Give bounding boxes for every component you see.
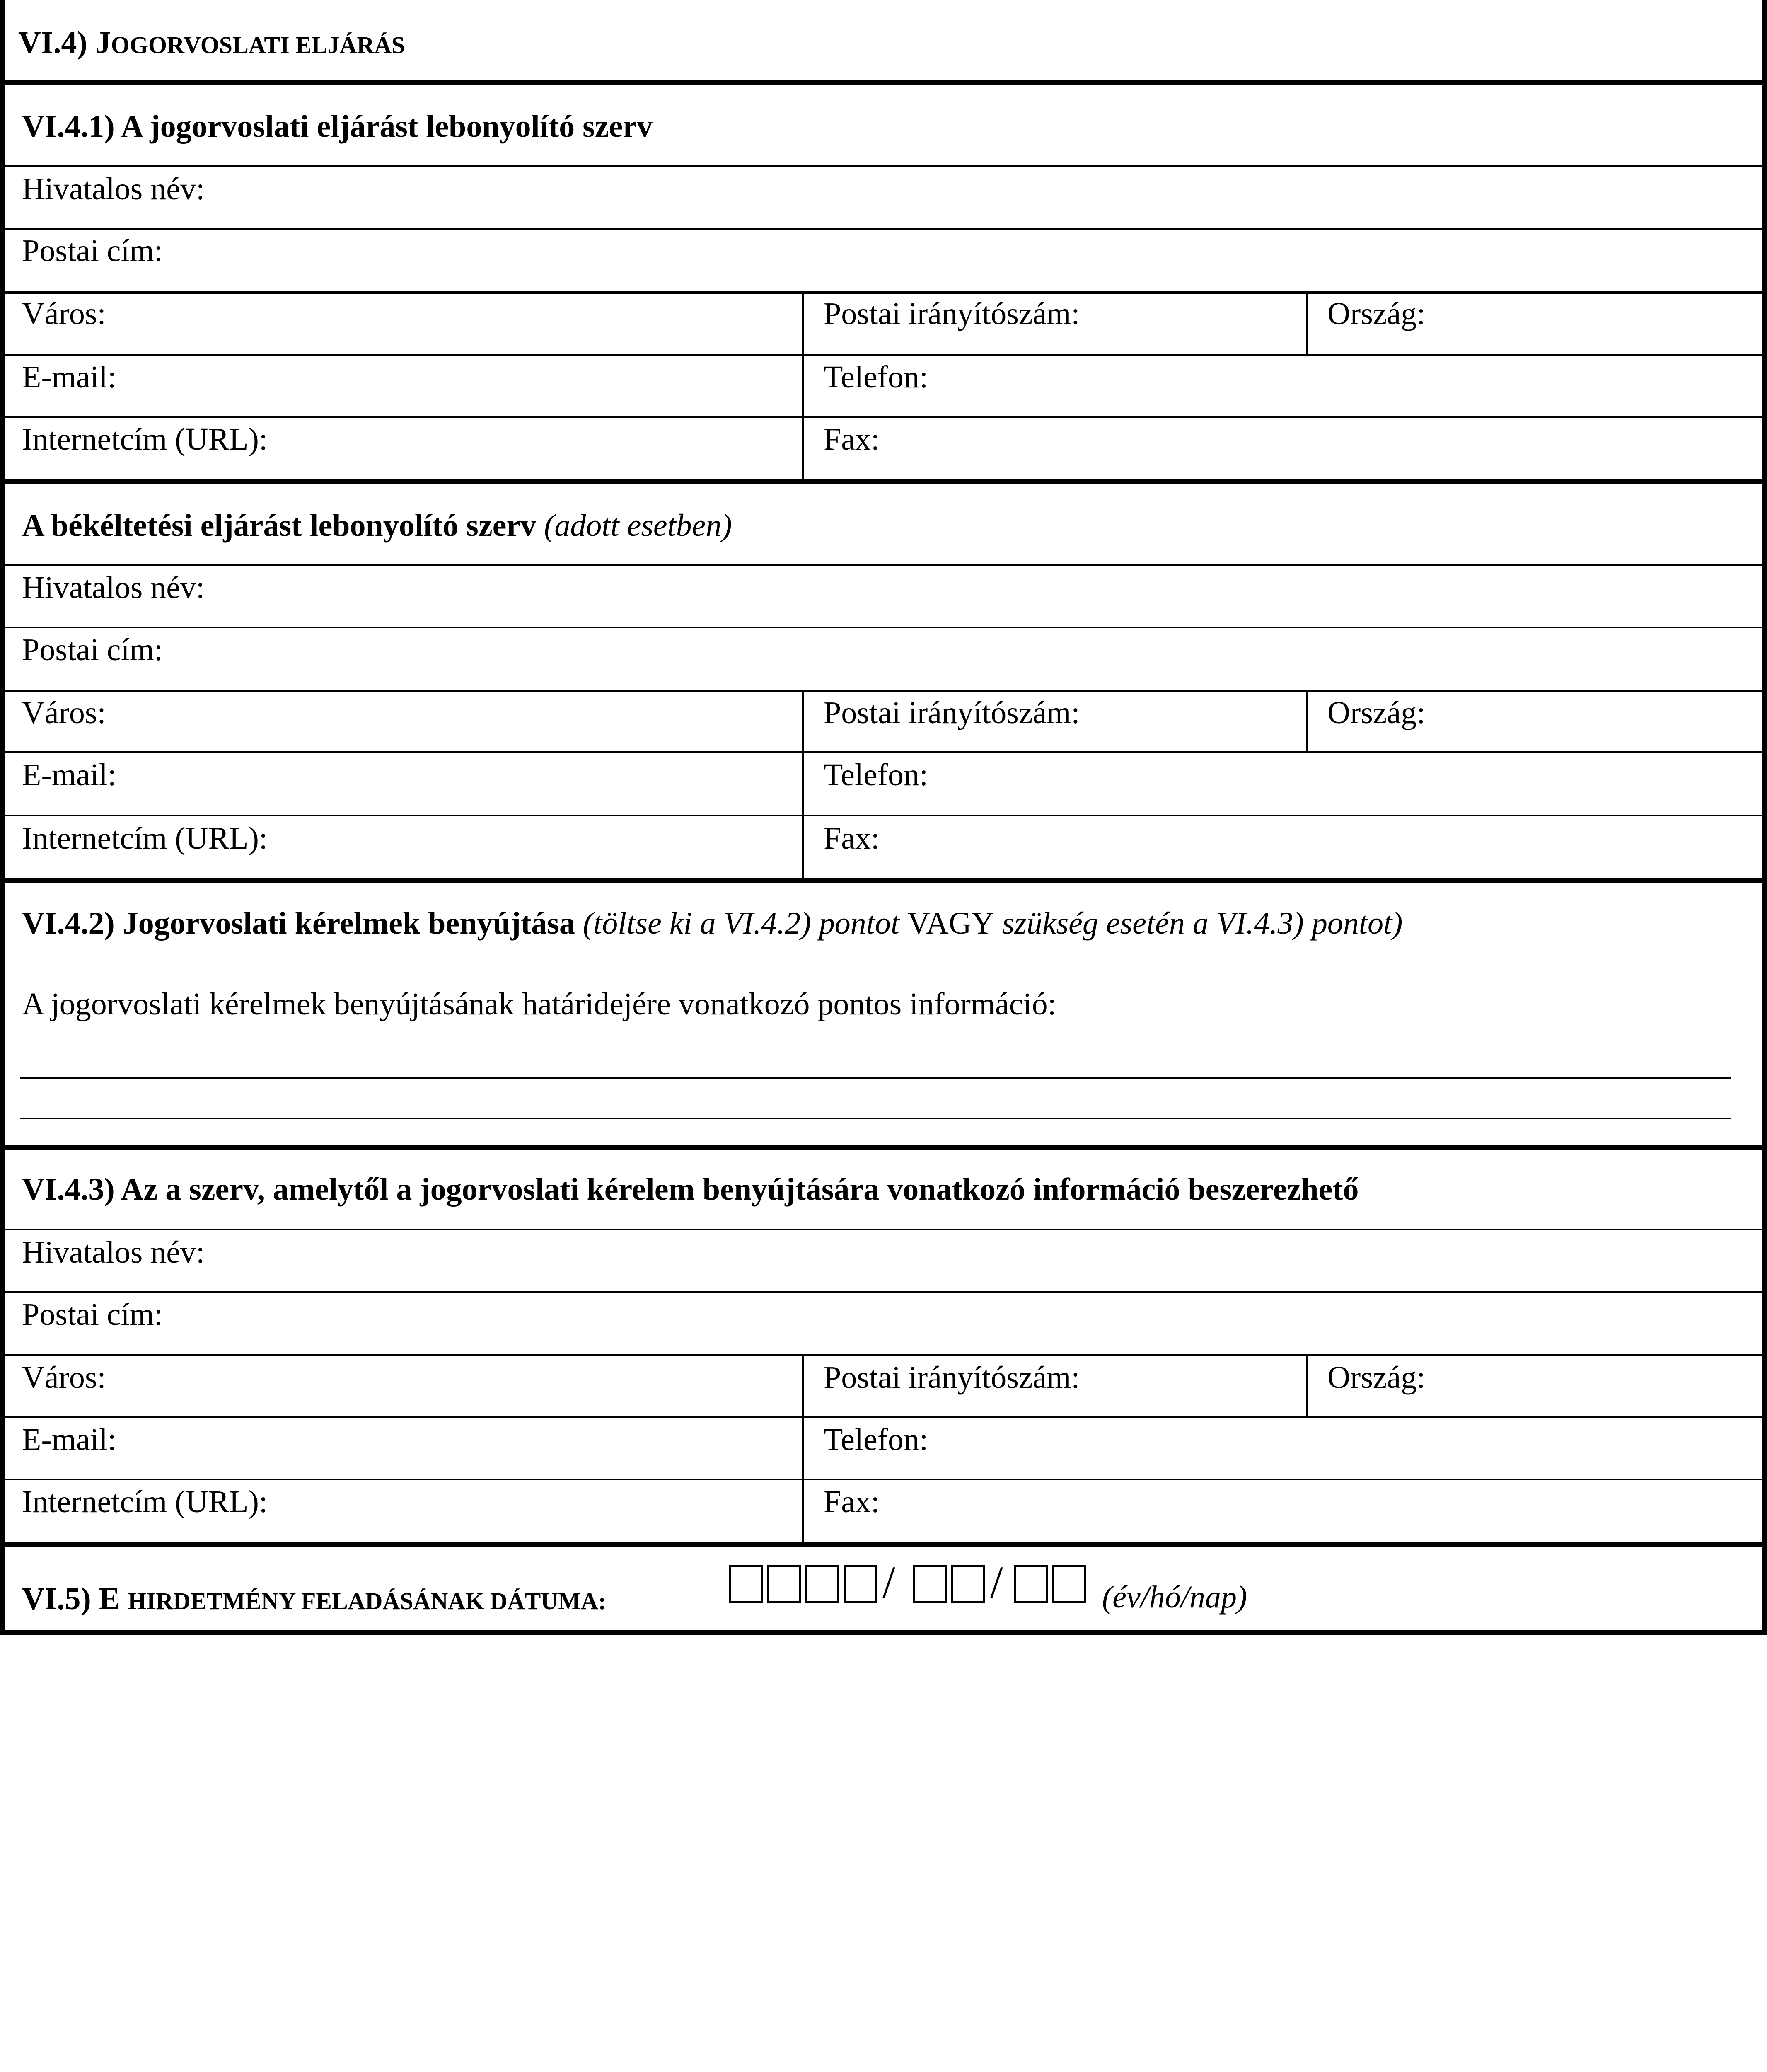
column-divider xyxy=(1306,1354,1308,1416)
date-month-digit-box[interactable] xyxy=(913,1565,947,1603)
vi43-url-label: Internetcím (URL): xyxy=(22,1484,268,1519)
mediation-url-label: Internetcím (URL): xyxy=(22,821,268,856)
mediation-fax-label: Fax: xyxy=(824,821,880,856)
vi43-country-label: Ország: xyxy=(1327,1360,1426,1395)
vi43-official-name-label: Hivatalos név: xyxy=(22,1235,205,1270)
mediation-postal-address-label: Postai cím: xyxy=(22,632,163,667)
vi41-country-label: Ország: xyxy=(1327,296,1426,331)
column-divider xyxy=(802,291,804,479)
divider-thick xyxy=(0,479,1767,484)
mediation-postal-code-label: Postai irányítószám: xyxy=(824,695,1080,730)
vi43-postal-code-label: Postai irányítószám: xyxy=(824,1360,1080,1395)
section-vi5-title: VI.5) E HIRDETMÉNY FELADÁSÁNAK DÁTUMA: xyxy=(22,1581,607,1616)
divider-thick xyxy=(0,1542,1767,1547)
form-border-left xyxy=(0,0,5,1635)
divider xyxy=(5,354,1762,356)
vi43-email-label: E-mail: xyxy=(22,1422,116,1457)
mediation-country-label: Ország: xyxy=(1327,695,1426,730)
column-divider xyxy=(802,1354,804,1542)
date-year-digit-box[interactable] xyxy=(729,1565,763,1603)
divider xyxy=(5,564,1762,566)
divider xyxy=(5,1479,1762,1480)
divider xyxy=(5,228,1762,230)
column-divider xyxy=(1306,291,1308,354)
divider xyxy=(5,416,1762,418)
vi41-fax-label: Fax: xyxy=(824,422,880,457)
mediation-heading: A békéltetési eljárást lebonyolító szerv (adott esetben) xyxy=(22,508,732,543)
date-year-digit-box[interactable] xyxy=(767,1565,801,1603)
divider xyxy=(5,690,1762,692)
divider xyxy=(5,1354,1762,1356)
divider xyxy=(5,751,1762,753)
divider xyxy=(5,165,1762,167)
date-separator: / xyxy=(882,1557,895,1607)
divider xyxy=(5,815,1762,816)
column-divider xyxy=(1306,690,1308,751)
divider xyxy=(5,627,1762,628)
vi43-phone-label: Telefon: xyxy=(824,1422,928,1457)
date-day-digit-box[interactable] xyxy=(1014,1565,1048,1603)
divider-thick xyxy=(0,1145,1767,1150)
date-day-digit-box[interactable] xyxy=(1052,1565,1086,1603)
form-border-bottom xyxy=(0,1630,1767,1635)
divider xyxy=(5,1416,1762,1418)
vi41-email-label: E-mail: xyxy=(22,360,116,395)
vi41-postal-address-label: Postai cím: xyxy=(22,233,163,268)
mediation-phone-label: Telefon: xyxy=(824,758,928,792)
mediation-city-label: Város: xyxy=(22,695,106,730)
vi41-phone-label: Telefon: xyxy=(824,360,928,395)
divider-thick xyxy=(0,878,1767,883)
date-year-digit-box[interactable] xyxy=(844,1565,877,1603)
vi42-deadline-info-label: A jogorvoslati kérelmek benyújtásának határidejére vonatkozó pontos információ: xyxy=(22,987,1056,1021)
date-format-hint: (év/hó/nap) xyxy=(1102,1580,1247,1615)
section-vi4-title: VI.4) JOGORVOSLATI ELJÁRÁS xyxy=(18,25,405,60)
divider-thick xyxy=(0,80,1767,85)
section-vi41-heading: VI.4.1) A jogorvoslati eljárást lebonyolító szerv xyxy=(22,109,653,144)
fill-in-line[interactable] xyxy=(20,1118,1731,1119)
vi43-fax-label: Fax: xyxy=(824,1484,880,1519)
section-vi42-heading: VI.4.2) Jogorvoslati kérelmek benyújtása (töltse ki a VI.4.2) pontot VAGY szükség esetén a VI.4.3) pontot) xyxy=(22,906,1403,941)
fill-in-line[interactable] xyxy=(20,1077,1731,1079)
mediation-official-name-label: Hivatalos név: xyxy=(22,570,205,605)
date-separator: / xyxy=(990,1557,1003,1607)
vi41-postal-code-label: Postai irányítószám: xyxy=(824,296,1080,331)
divider xyxy=(5,291,1762,294)
date-month-digit-box[interactable] xyxy=(951,1565,985,1603)
divider xyxy=(5,1291,1762,1293)
mediation-email-label: E-mail: xyxy=(22,758,116,792)
vi43-city-label: Város: xyxy=(22,1360,106,1395)
column-divider xyxy=(802,690,804,878)
date-year-digit-box[interactable] xyxy=(805,1565,839,1603)
form-border-right xyxy=(1762,0,1767,1635)
vi41-official-name-label: Hivatalos név: xyxy=(22,172,205,206)
divider xyxy=(5,1229,1762,1230)
vi41-url-label: Internetcím (URL): xyxy=(22,422,268,457)
section-vi43-heading: VI.4.3) Az a szerv, amelytől a jogorvoslati kérelem benyújtására vonatkozó információ beszerezhető xyxy=(22,1172,1359,1207)
vi41-city-label: Város: xyxy=(22,296,106,331)
vi43-postal-address-label: Postai cím: xyxy=(22,1297,163,1332)
